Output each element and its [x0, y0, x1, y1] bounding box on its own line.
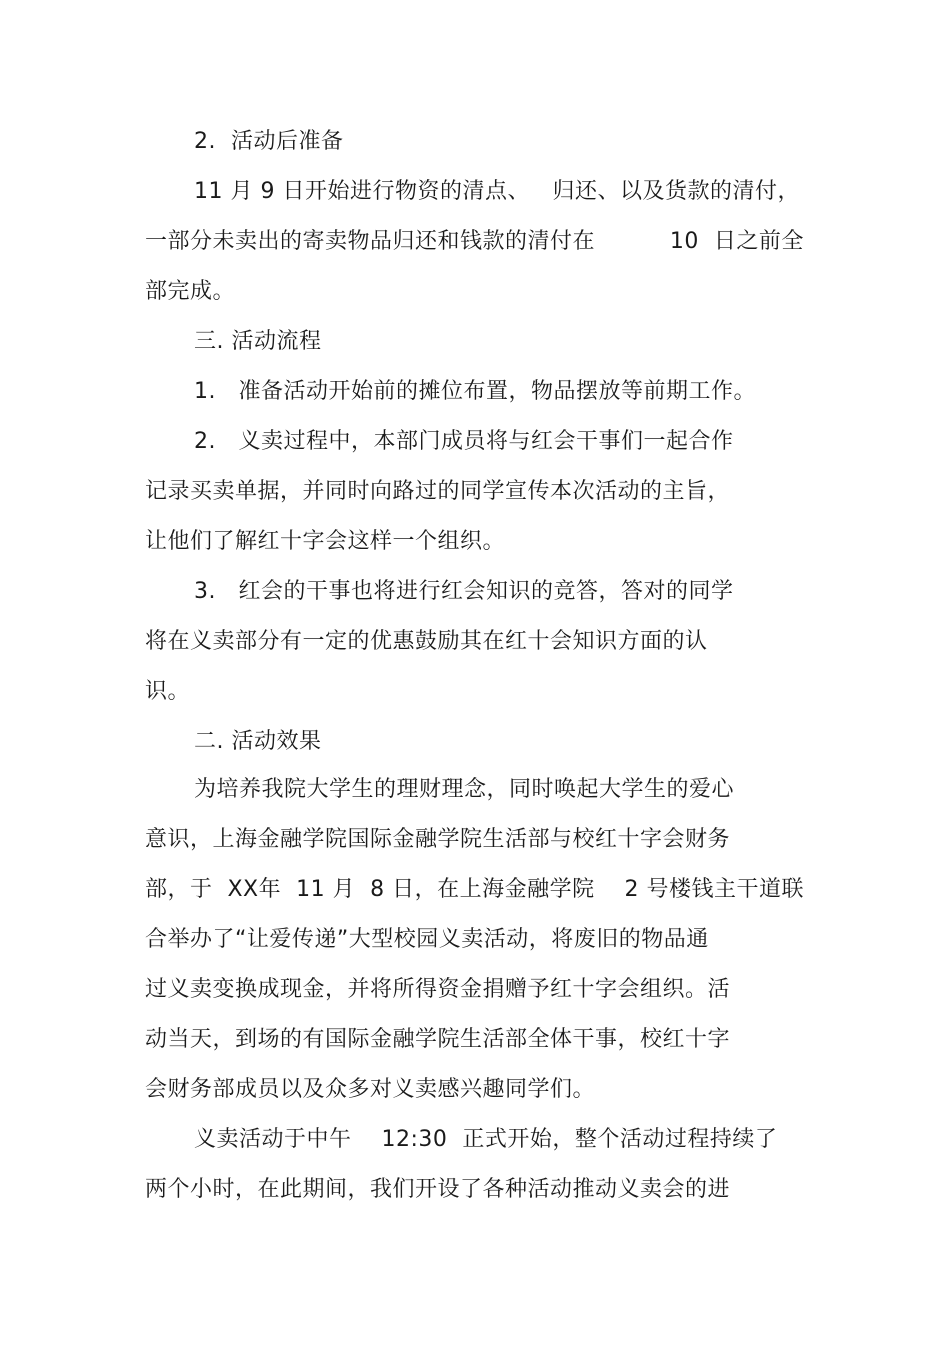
paragraph-line: 义卖活动于中午 12:30 正式开始，整个活动过程持续了 — [194, 1127, 778, 1152]
paragraph-line: 将在义卖部分有一定的优惠鼓励其在红十会知识方面的认 — [145, 629, 708, 654]
paragraph-line: 动当天，到场的有国际金融学院生活部全体干事，校红十字 — [145, 1027, 731, 1052]
paragraph-line: 过义卖变换成现金，并将所得资金捐赠予红十字会组织。活 — [145, 977, 731, 1002]
paragraph-line: 部，于 XX年 11 月 8 日，在上海金融学院 2 号楼钱主干道联 — [145, 877, 805, 902]
paragraph-line: 部完成。 — [145, 279, 236, 304]
section-heading-activity-effect: 二. 活动效果 — [194, 729, 322, 754]
paragraph-line: 让他们了解红十字会这样一个组织。 — [145, 529, 506, 554]
paragraph-line: 一部分未卖出的寄卖物品归还和钱款的清付在 10 日之前全 — [145, 229, 804, 254]
paragraph-line: 意识，上海金融学院国际金融学院生活部与校红十字会财务 — [145, 827, 731, 852]
paragraph-line: 合举办了“让爱传递”大型校园义卖活动，将废旧的物品通 — [145, 927, 709, 952]
paragraph-line: 记录买卖单据，并同时向路过的同学宣传本次活动的主旨， — [145, 479, 731, 504]
list-item: 1. 准备活动开始前的摊位布置，物品摆放等前期工作。 — [194, 379, 756, 404]
section-heading-post-activity: 2. 活动后准备 — [194, 129, 344, 154]
paragraph-line: 识。 — [145, 679, 191, 704]
paragraph-line: 两个小时，在此期间，我们开设了各种活动推动义卖会的进 — [145, 1177, 731, 1202]
list-item: 3. 红会的干事也将进行红会知识的竞答，答对的同学 — [194, 579, 734, 604]
list-item: 2. 义卖过程中，本部门成员将与红会干事们一起合作 — [194, 429, 734, 454]
section-heading-activity-flow: 三. 活动流程 — [194, 329, 322, 354]
paragraph-line: 会财务部成员以及众多对义卖感兴趣同学们。 — [145, 1077, 596, 1102]
paragraph-line: 11 月 9 日开始进行物资的清点、 归还、以及货款的清付， — [194, 179, 800, 204]
paragraph-line: 为培养我院大学生的理财理念，同时唤起大学生的爱心 — [194, 777, 735, 802]
